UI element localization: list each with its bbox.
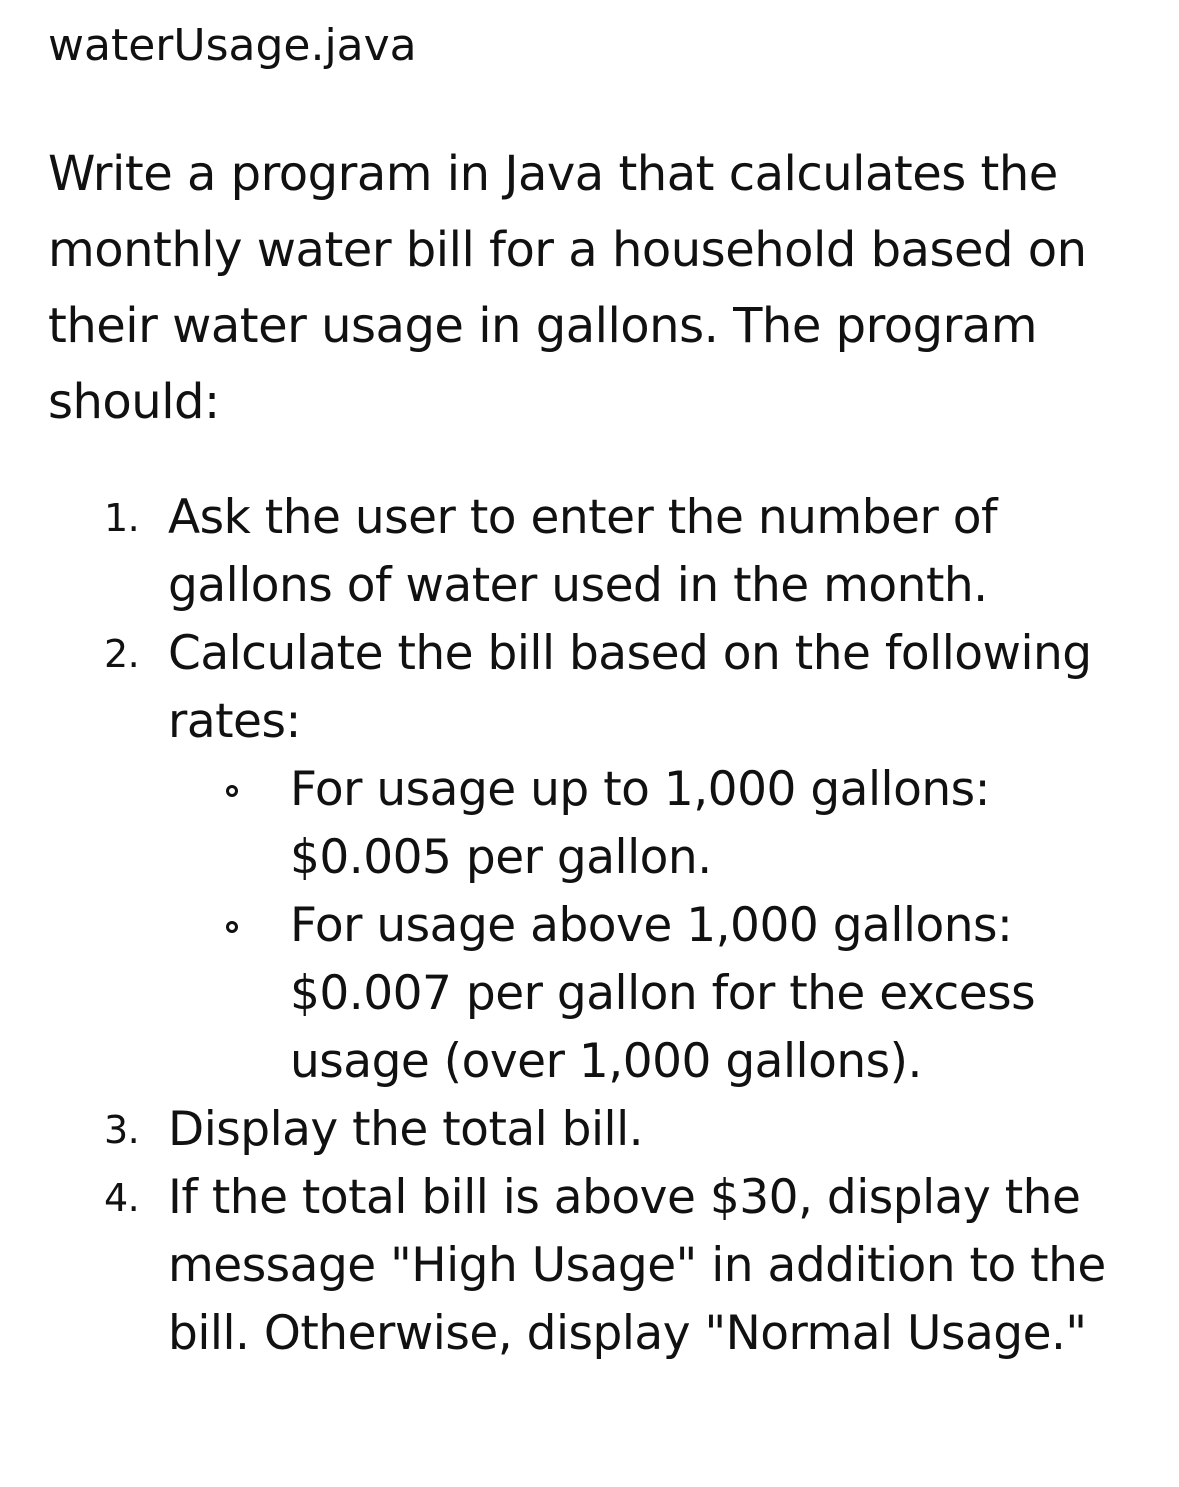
step-number: 3. <box>104 1108 140 1152</box>
step-number: 2. <box>104 632 140 676</box>
rate-text: For usage above 1,000 gallons: $0.007 per gallon for the excess usage (over 1,000 gallons). <box>290 898 1036 1089</box>
step-text: Ask the user to enter the number of gallons of water used in the month. <box>168 490 998 613</box>
rate-item <box>168 756 1090 892</box>
step-item <box>0 1164 1128 1368</box>
step-item <box>0 484 1128 620</box>
rate-text: For usage up to 1,000 gallons: $0.005 per gallon. <box>290 762 990 885</box>
step-text: Display the total bill. <box>168 1102 644 1157</box>
bullet-circle-icon <box>226 785 238 797</box>
intro-paragraph: Write a program in Java that calculates the monthly water bill for a household based on their water usage in gallons. The program should: <box>48 146 1087 430</box>
step-number: 4. <box>104 1176 140 1220</box>
rates-list <box>168 756 1128 1096</box>
step-text: If the total bill is above $30, display the message "High Usage" in addition to the bill. Otherwise, display "Normal Usage." <box>168 1170 1106 1361</box>
steps-list <box>0 484 1179 1368</box>
step-number: 1. <box>104 496 140 540</box>
step-item <box>0 1096 1128 1164</box>
rate-item <box>168 892 1090 1096</box>
step-text: Calculate the bill based on the following rates: <box>168 626 1092 749</box>
step-item <box>0 620 1128 1096</box>
bullet-circle-icon <box>226 921 238 933</box>
file-title: waterUsage.java <box>48 20 417 71</box>
